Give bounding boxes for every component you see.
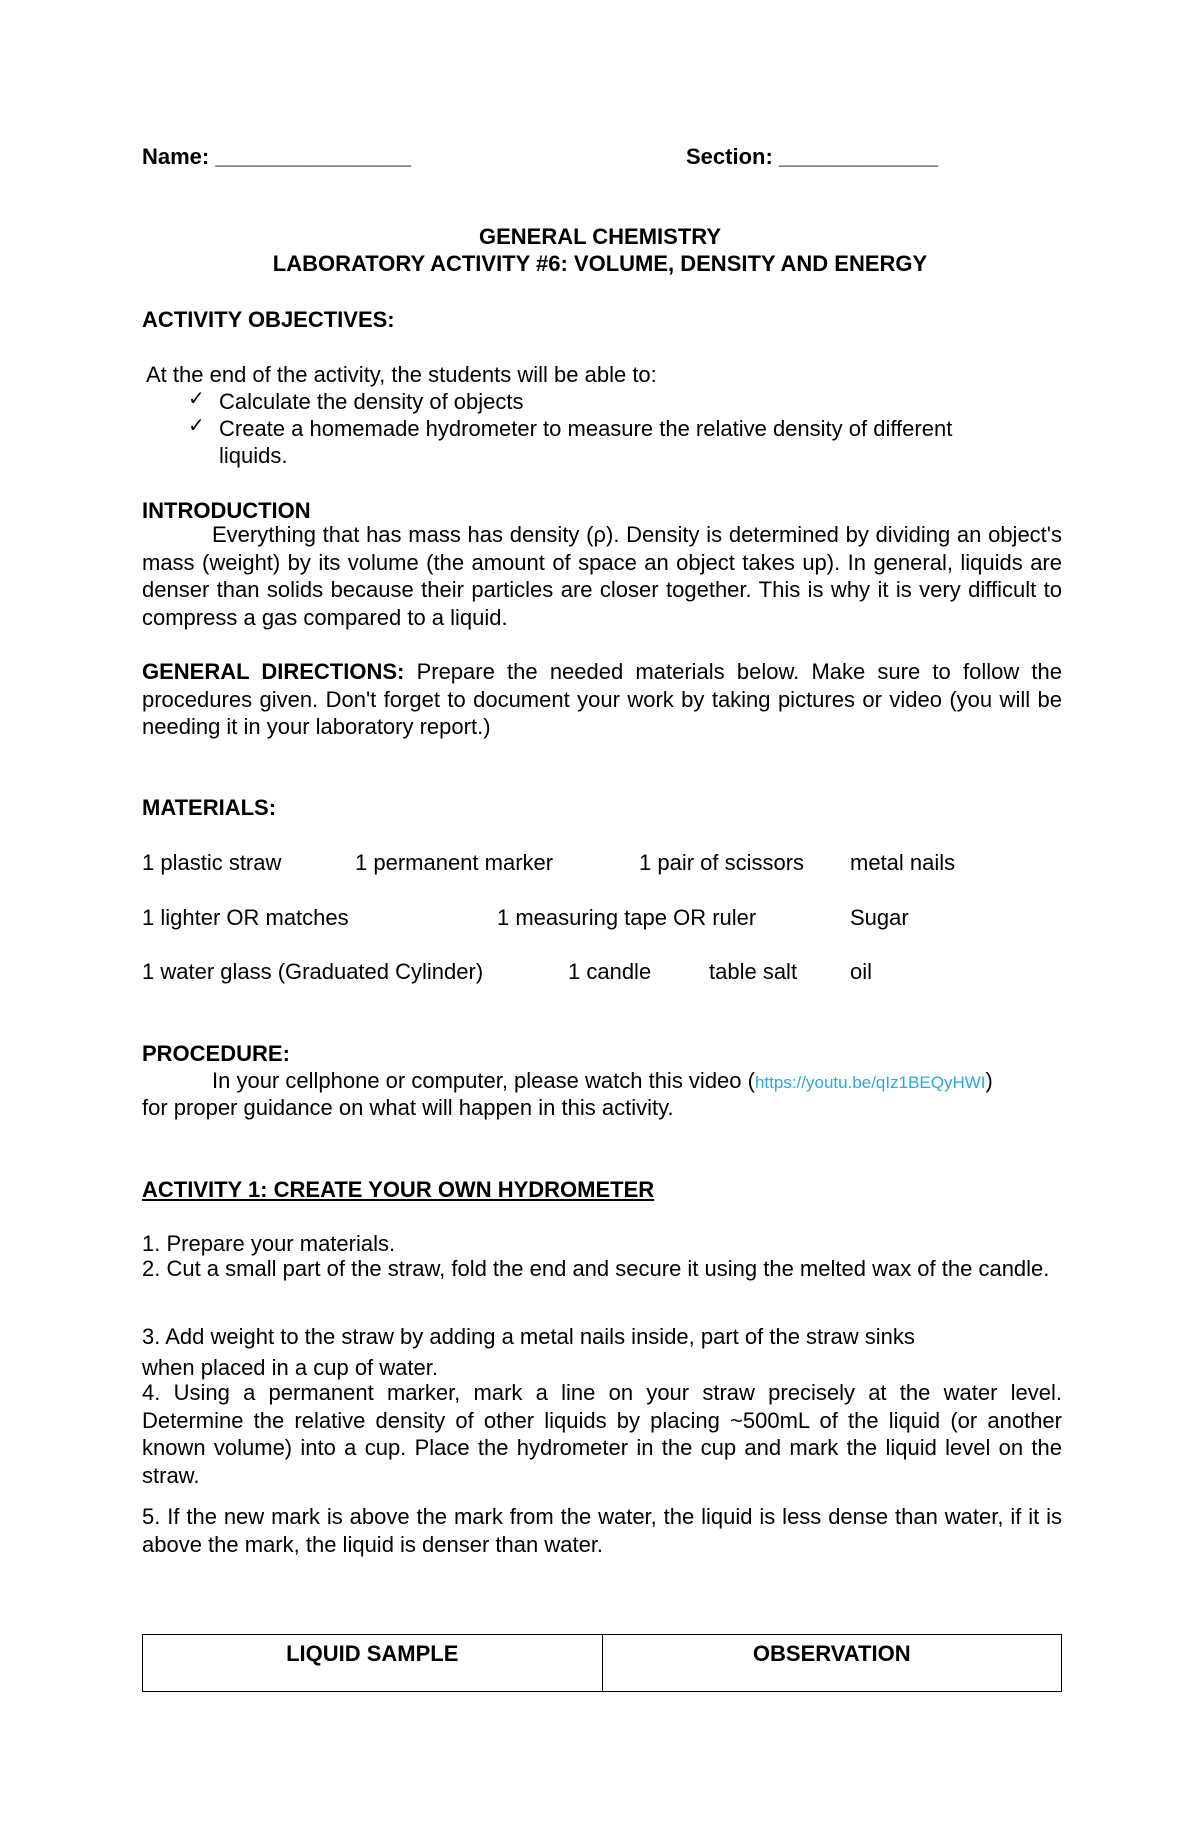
column-header-liquid-sample: LIQUID SAMPLE	[143, 1635, 603, 1692]
material-item: 1 water glass (Graduated Cylinder)	[142, 959, 484, 984]
procedure-text: In your cellphone or computer, please watch this video (	[212, 1068, 755, 1093]
material-item: 1 plastic straw	[142, 850, 282, 875]
introduction-text: Everything that has mass has density (ρ). Density is determined by dividing an object's mass (weight) by its volume (the amount of space an object takes up). In general, liquids are denser than solids because their particles are closer together. This is why it is very difficult to compress a gas compared to a liquid.	[142, 522, 1062, 630]
activity1-heading: ACTIVITY 1: CREATE YOUR OWN HYDROMETER	[142, 1177, 655, 1202]
procedure-text-end: )	[985, 1068, 993, 1093]
material-item: 1 measuring tape OR ruler	[497, 905, 757, 930]
materials-heading: MATERIALS:	[142, 795, 277, 820]
introduction-paragraph	[142, 521, 1062, 631]
material-item: 1 pair of scissors	[639, 850, 805, 875]
course-title: GENERAL CHEMISTRY	[478, 224, 722, 249]
step-item: 5. If the new mark is above the mark from the water, the liquid is less dense than water, if it is above the mark, the liquid is denser than water.	[142, 1504, 1062, 1557]
material-item: oil	[850, 959, 873, 984]
checkmark-icon: ✓	[188, 388, 205, 410]
objective-item: Calculate the density of objects	[219, 389, 524, 414]
step-item-continued: when placed in a cup of water.	[142, 1355, 438, 1380]
material-item: 1 permanent marker	[355, 850, 554, 875]
material-item: table salt	[709, 959, 798, 984]
table-header-row	[143, 1635, 1062, 1692]
material-item: 1 lighter OR matches	[142, 905, 349, 930]
objectives-heading: ACTIVITY OBJECTIVES:	[142, 307, 395, 332]
directions-label: GENERAL DIRECTIONS:	[142, 659, 405, 684]
section-field-label: Section: _____________	[686, 144, 938, 169]
objectives-intro: At the end of the activity, the students will be able to:	[146, 362, 657, 387]
step-item: 1. Prepare your materials.	[142, 1231, 396, 1256]
column-header-observation: OBSERVATION	[602, 1635, 1062, 1692]
material-item: metal nails	[850, 850, 956, 875]
step-item: 3. Add weight to the straw by adding a metal nails inside, part of the straw sinks	[142, 1324, 915, 1349]
objective-item: Create a homemade hydrometer to measure the relative density of different	[219, 416, 953, 441]
directions-text: Prepare the needed materials below. Make sure to follow the procedures given. Don't forget to document your work by taking pictures or video (you will be needing it in your laboratory report.)	[142, 659, 1062, 739]
procedure-heading: PROCEDURE:	[142, 1041, 290, 1066]
name-field-label: Name: ________________	[142, 144, 412, 169]
video-link[interactable]: https://youtu.be/qIz1BEQyHWI	[754, 1073, 986, 1092]
material-item: Sugar	[850, 905, 909, 930]
checkmark-icon: ✓	[188, 415, 205, 437]
procedure-line	[212, 1070, 993, 1092]
step-item: 4. Using a permanent marker, mark a line on your straw precisely at the water level. Determine the relative density of other liquids by placing ~500mL of the liquid (or another known volume) into a cup. Place the hydrometer in the cup and mark the liquid level on the straw.	[142, 1380, 1062, 1488]
directions-paragraph	[142, 658, 1062, 741]
objective-item-continued: liquids.	[219, 443, 288, 468]
procedure-line-2: for proper guidance on what will happen in this activity.	[142, 1095, 674, 1120]
introduction-heading: INTRODUCTION	[142, 498, 311, 523]
activity-title: LABORATORY ACTIVITY #6: VOLUME, DENSITY AND ENERGY	[272, 251, 928, 276]
material-item: 1 candle	[568, 959, 652, 984]
step-item: 2. Cut a small part of the straw, fold the end and secure it using the melted wax of the candle.	[142, 1256, 1050, 1281]
observation-table	[142, 1634, 1062, 1692]
